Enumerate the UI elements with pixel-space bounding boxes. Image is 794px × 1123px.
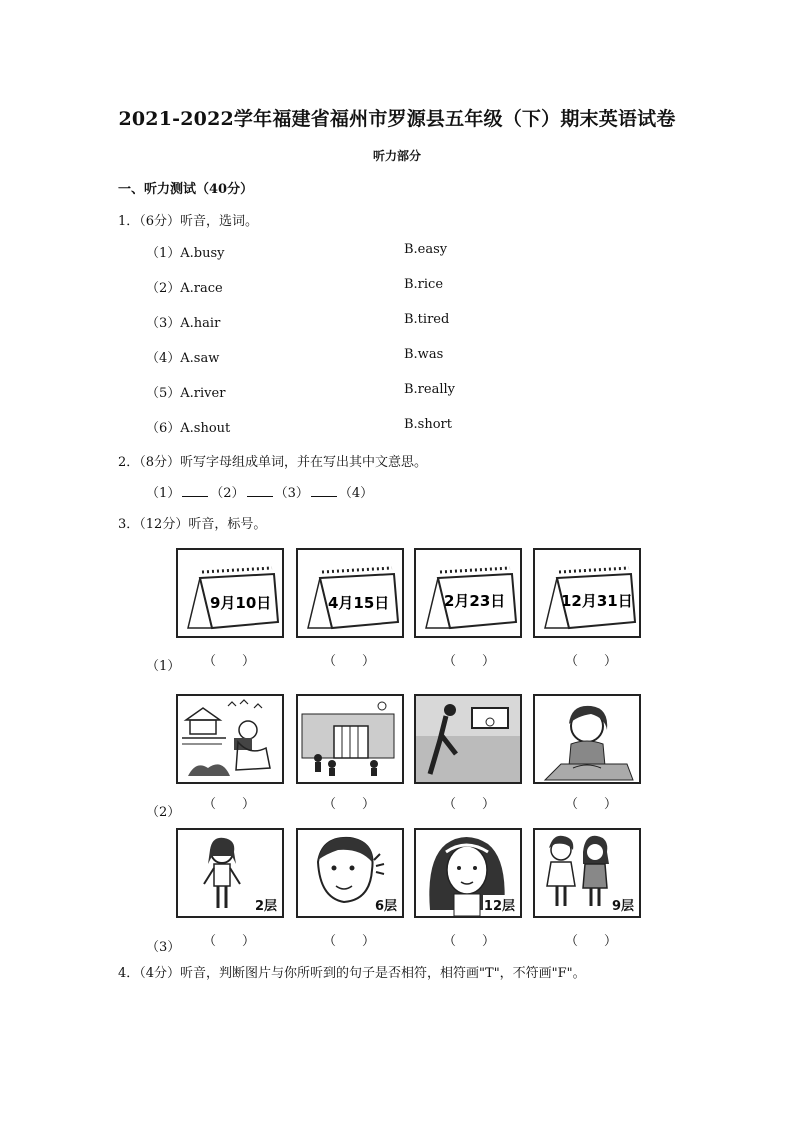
floor-picture [176, 828, 284, 918]
calendar-picture [176, 548, 284, 638]
q2-answer-line [146, 482, 373, 501]
answer-parenthesis[interactable]: （ ） [443, 654, 496, 669]
desk-calendar-icon [298, 550, 402, 636]
q1-option-b: B.easy [404, 242, 448, 257]
desk-calendar-icon [535, 550, 639, 636]
floor-label: 9层 [611, 895, 635, 914]
calendar-date-label: 2月23日 [444, 592, 506, 610]
section-heading: 一、听力测试（40分） [118, 182, 254, 197]
calendar-date-label: 4月15日 [328, 594, 390, 612]
floor-picture [533, 828, 641, 918]
q3-row-label: （3） [146, 940, 181, 955]
great-wall-photo-icon [178, 696, 282, 782]
answer-parenthesis[interactable]: （ ） [323, 797, 376, 812]
floor-picture [296, 828, 404, 918]
q3-stem: 3．（12分）听音，标号。 [118, 517, 267, 532]
football-goal-icon [416, 696, 520, 782]
q1-option-a: （1）A.busy [146, 246, 225, 261]
q1-option-b: B.really [404, 382, 456, 397]
floor-label: 6层 [374, 895, 398, 914]
answer-parenthesis[interactable]: （ ） [443, 934, 496, 949]
floor-label: 2层 [254, 895, 278, 914]
q1-stem: 1．（6分）听音，选词。 [118, 214, 259, 229]
answer-parenthesis[interactable]: （ ） [203, 934, 256, 949]
q2-label: （1） [146, 486, 181, 501]
football-goal-picture [414, 694, 522, 784]
floor-label: 12层 [483, 895, 516, 914]
calendar-date-label: 12月31日 [561, 592, 633, 610]
answer-parenthesis[interactable]: （ ） [565, 934, 618, 949]
q2-label: （4） [338, 486, 374, 501]
q1-option-a: （3）A.hair [146, 316, 221, 331]
girl-reading-icon [535, 696, 639, 782]
q1-option-b: B.tired [404, 312, 450, 327]
calendar-picture [414, 548, 522, 638]
answer-blank[interactable] [182, 484, 208, 497]
desk-calendar-icon [416, 550, 520, 636]
q4-stem: 4．（4分）听音，判断图片与你所听到的句子是否相符，相符画"T"，不符画"F"。 [118, 966, 586, 981]
desk-calendar-icon [178, 550, 282, 636]
school-children-picture [296, 694, 404, 784]
answer-parenthesis[interactable]: （ ） [203, 797, 256, 812]
page-title: 2021-2022学年福建省福州市罗源县五年级（下）期末英语试卷 [118, 108, 676, 130]
school-children-icon [298, 696, 402, 782]
q1-option-a: （2）A.race [146, 281, 223, 296]
answer-parenthesis[interactable]: （ ） [565, 654, 618, 669]
calendar-picture [296, 548, 404, 638]
q1-option-a: （6）A.shout [146, 421, 231, 436]
floor-picture [414, 828, 522, 918]
calendar-picture [533, 548, 641, 638]
q1-option-b: B.was [404, 347, 444, 362]
answer-blank[interactable] [311, 484, 337, 497]
q1-option-a: （4）A.saw [146, 351, 220, 366]
q3-row-label: （1） [146, 659, 181, 674]
answer-parenthesis[interactable]: （ ） [203, 654, 256, 669]
great-wall-photo-picture [176, 694, 284, 784]
q3-row-label: （2） [146, 805, 181, 820]
answer-parenthesis[interactable]: （ ） [323, 654, 376, 669]
q2-stem: 2．（8分）听写字母组成单词，并在写出其中文意思。 [118, 455, 428, 470]
q2-label: （2） [210, 486, 245, 501]
answer-parenthesis[interactable]: （ ） [565, 797, 618, 812]
answer-blank[interactable] [247, 484, 273, 497]
answer-parenthesis[interactable]: （ ） [323, 934, 376, 949]
q1-option-b: B.rice [404, 277, 444, 292]
q1-option-b: B.short [404, 417, 452, 432]
q2-label: （3） [274, 486, 309, 501]
calendar-date-label: 9月10日 [210, 594, 272, 612]
page-subtitle: 听力部分 [372, 149, 421, 163]
girl-reading-picture [533, 694, 641, 784]
q1-option-a: （5）A.river [146, 386, 226, 401]
answer-parenthesis[interactable]: （ ） [443, 797, 496, 812]
